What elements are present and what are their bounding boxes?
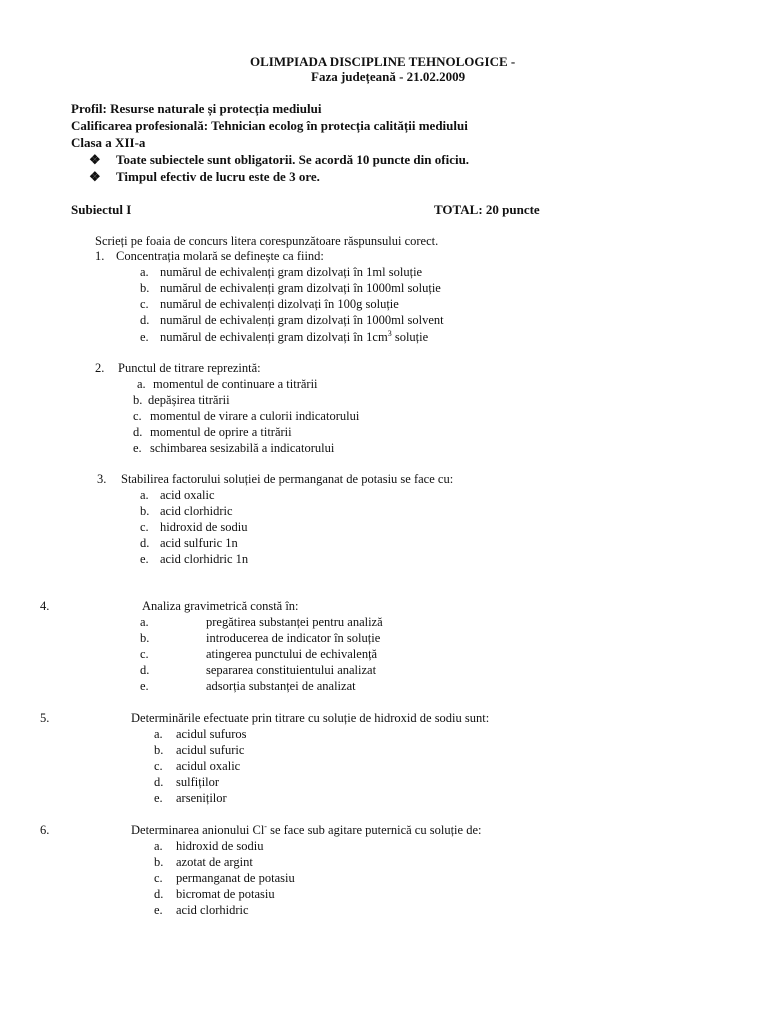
subject-name: Subiectul I — [71, 202, 132, 217]
option-letter: a. — [154, 839, 163, 853]
question-6-number: 6. — [40, 823, 50, 837]
option-letter: c. — [133, 409, 142, 423]
option-text: acid sulfuric 1n — [160, 536, 238, 550]
option-text: separarea constituientului analizat — [206, 663, 377, 677]
option-text: bicromat de potasiu — [176, 887, 275, 901]
option-letter: a. — [140, 488, 149, 502]
question-4-number: 4. — [40, 599, 50, 613]
option-text: sulfiților — [176, 775, 220, 789]
option-letter: c. — [140, 647, 149, 661]
option-text: acid clorhidric — [160, 504, 233, 518]
option-letter: b. — [154, 855, 164, 869]
question-2-number: 2. — [95, 361, 105, 375]
option-letter: e. — [140, 552, 149, 566]
option-text: depășirea titrării — [148, 393, 230, 407]
option-text: schimbarea sesizabilă a indicatorului — [150, 441, 335, 455]
option-text: arseniților — [176, 791, 227, 805]
option-letter: e. — [133, 441, 142, 455]
option-letter: c. — [140, 297, 149, 311]
option-text: hidroxid de sodiu — [176, 839, 264, 853]
option-letter: b. — [154, 743, 164, 757]
option-text: acid clorhidric 1n — [160, 552, 249, 566]
rule-1: Toate subiectele sunt obligatorii. Se acordă 10 puncte din oficiu. — [116, 152, 470, 167]
option-text: numărul de echivalenți gram dizolvați în 1ml soluție — [160, 265, 423, 279]
bullet-icon: ❖ — [89, 152, 101, 167]
question-5-text: Determinările efectuate prin titrare cu soluție de hidroxid de sodiu sunt: — [131, 711, 490, 725]
subject-instruction: Scrieți pe foaia de concurs litera corespunzătoare răspunsului corect. — [95, 234, 439, 248]
option-letter: e. — [154, 791, 163, 805]
option-letter: b. — [140, 281, 150, 295]
option-letter: d. — [154, 887, 164, 901]
option-letter: c. — [140, 520, 149, 534]
option-letter: b. — [140, 504, 150, 518]
option-text: acidul sufuros — [176, 727, 247, 741]
option-text: pregătirea substanței pentru analiză — [206, 615, 383, 629]
option-letter: b. — [133, 393, 143, 407]
question-6-text: Determinarea anionului Cl- se face sub agitare puternică cu soluție de: — [131, 821, 482, 837]
option-letter: a. — [154, 727, 163, 741]
option-letter: c. — [154, 871, 163, 885]
option-letter: b. — [140, 631, 150, 645]
bullet-icon: ❖ — [89, 169, 101, 184]
option-letter: d. — [133, 425, 143, 439]
rule-2: Timpul efectiv de lucru este de 3 ore. — [116, 169, 320, 184]
question-3-text: Stabilirea factorului soluției de permanganat de potasiu se face cu: — [121, 472, 454, 486]
option-text: momentul de oprire a titrării — [150, 425, 292, 439]
option-text: acidul sufuric — [176, 743, 245, 757]
option-letter: d. — [140, 663, 150, 677]
option-text: introducerea de indicator în soluție — [206, 631, 381, 645]
option-text: hidroxid de sodiu — [160, 520, 248, 534]
option-text: azotat de argint — [176, 855, 253, 869]
option-letter: e. — [140, 679, 149, 693]
subject-total: TOTAL: 20 puncte — [434, 202, 540, 217]
option-text: acid oxalic — [160, 488, 215, 502]
option-letter: c. — [154, 759, 163, 773]
document-title: OLIMPIADA DISCIPLINE TEHNOLOGICE - — [250, 54, 516, 69]
option-letter: e. — [154, 903, 163, 917]
option-letter: d. — [154, 775, 164, 789]
option-letter: a. — [140, 265, 149, 279]
question-1-text: Concentrația molară se definește ca fiind: — [116, 249, 324, 263]
option-text: acidul oxalic — [176, 759, 241, 773]
option-text: momentul de virare a culorii indicatorului — [150, 409, 360, 423]
option-text: permanganat de potasiu — [176, 871, 295, 885]
option-text: adsorția substanței de analizat — [206, 679, 356, 693]
question-3-number: 3. — [97, 472, 107, 486]
option-text: numărul de echivalenți gram dizolvați în $1cm^3$ soluție — [160, 328, 429, 344]
question-5-number: 5. — [40, 711, 50, 725]
question-1-number: 1. — [95, 249, 105, 263]
option-text: momentul de continuare a titrării — [153, 377, 318, 391]
profile-line: Profil: Resurse naturale și protecția mediului — [71, 101, 322, 116]
option-letter: d. — [140, 536, 150, 550]
question-4-text: Analiza gravimetrică constă în: — [142, 599, 299, 613]
option-text: numărul de echivalenți dizolvați în 100g soluție — [160, 297, 399, 311]
option-text: numărul de echivalenți gram dizolvați în 1000ml soluție — [160, 281, 441, 295]
option-letter: a. — [137, 377, 146, 391]
class-line: Clasa a XII-a — [71, 135, 146, 150]
option-letter: a. — [140, 615, 149, 629]
option-letter: e. — [140, 330, 149, 344]
option-letter: d. — [140, 313, 150, 327]
option-text: acid clorhidric — [176, 903, 249, 917]
document-subtitle: Faza județeană - 21.02.2009 — [311, 69, 466, 84]
question-2-text: Punctul de titrare reprezintă: — [118, 361, 261, 375]
qualification-line: Calificarea profesională: Tehnician ecolog în protecția calității mediului — [71, 118, 468, 133]
option-text: atingerea punctului de echivalență — [206, 647, 378, 661]
option-text: numărul de echivalenți gram dizolvați în 1000ml solvent — [160, 313, 444, 327]
